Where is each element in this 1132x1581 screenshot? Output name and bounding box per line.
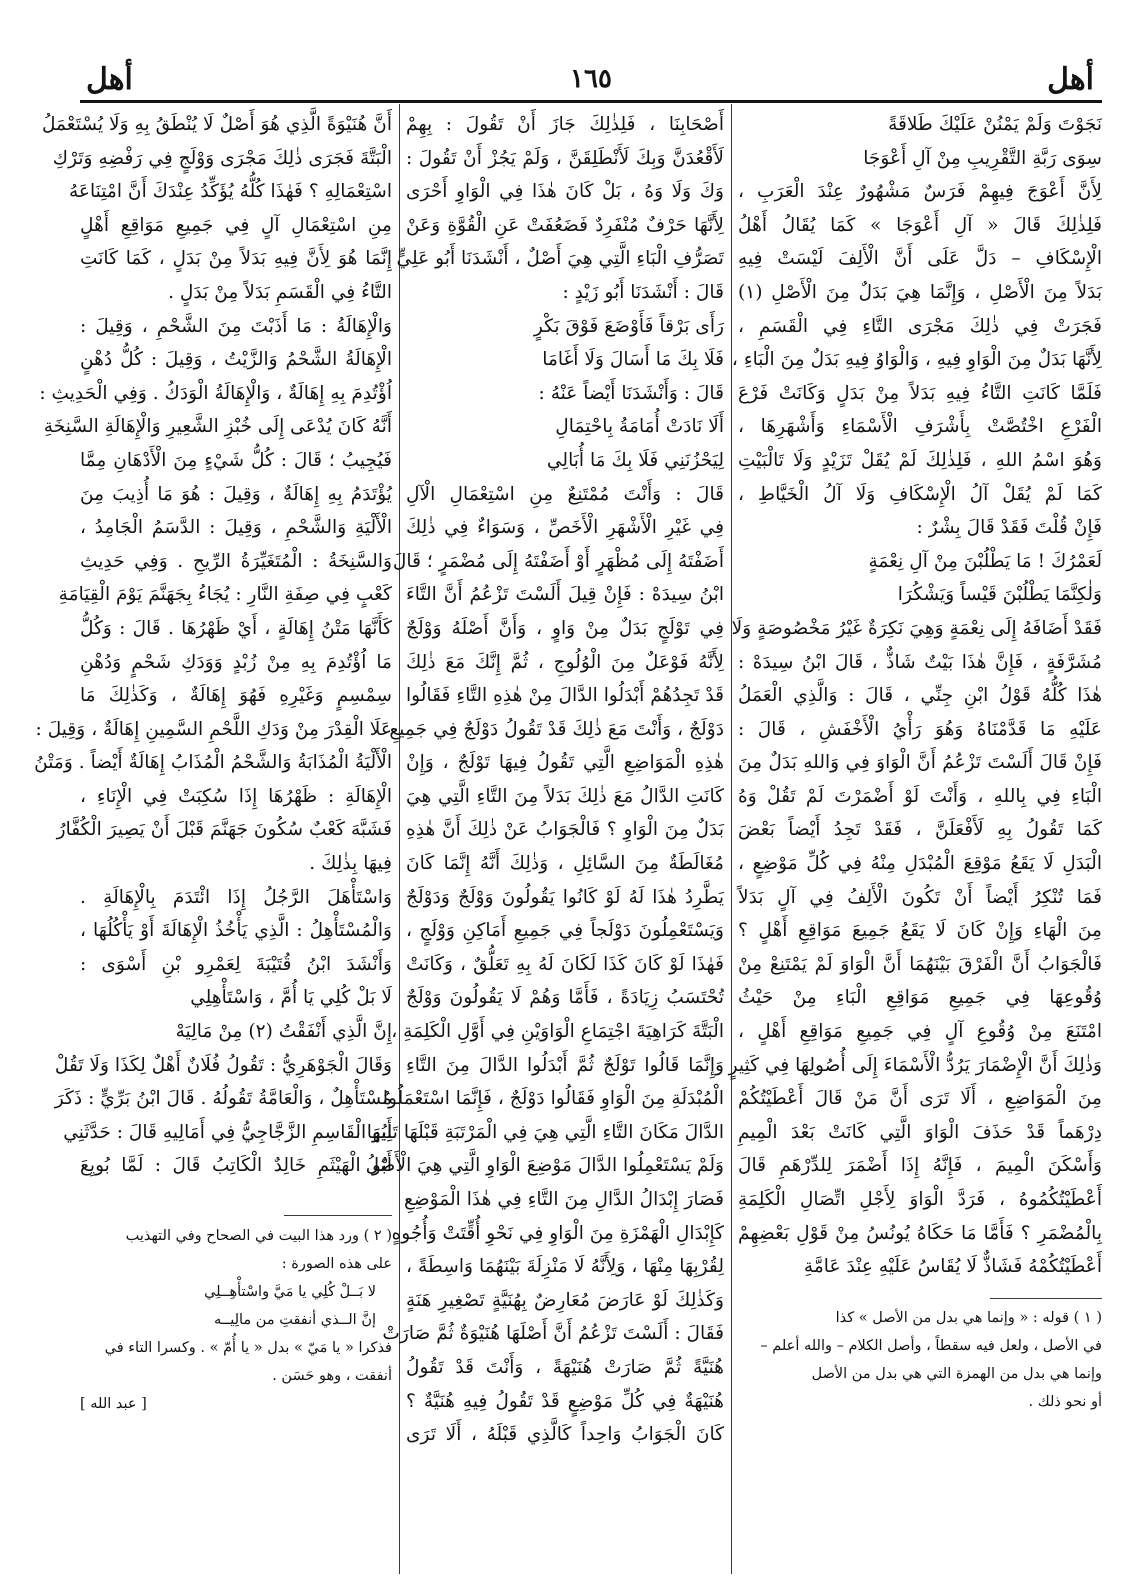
text-line: مِنِ اسْتِعْمَالِ آلٍ فِي جَمِيعِ مَوَاقِعِ أَهْلٍ (80, 214, 392, 236)
text-line: كَمَا لَمْ يُقَلْ آلُ الْإِسْكَافِ وَلَا آلُ الْخَيَّاطِ ، (738, 483, 1102, 505)
text-line: أَنَّهُ كَانَ يُدْعَى إِلَى خُبْزِ الشَّعِيرِ وَالْإِهَالَةِ السَّنِخَةِ (43, 416, 392, 438)
text-line: كَأَنَّهَا مَتْنُ إِهَالَةٍ ، أَيْ ظَهْرُهَا . قَالَ : وَكُلُّ (80, 617, 392, 639)
footnote-rule-right (990, 1298, 1102, 1299)
text-line: وَهُوَ اسْمُ اللهِ ، فَلِذٰلِكَ لَمْ يُقَلْ تَزَيْدٍ وَلَا تَالْبَيْتِ (738, 449, 1102, 471)
text-line: هُنَيْهَةٌ فِي كُلِّ مَوْضِعٍ قَدْ تَقُولُ فِيهِ هُنَيَّةٌ ؟ (406, 1390, 724, 1412)
text-line: أَضَفْتَهُ إِلَى مُظْهَرٍ أَوْ أَضَفْتَهُ إِلَى مُضْمَرٍ ؛ قَالَ (392, 550, 724, 572)
text-line: قَدْ تَجِدُهُمْ أَبْدَلُوا الدَّالَ مِنْ هٰذِهِ التَّاءِ فَقَالُوا (406, 685, 724, 707)
footnote-line: ( ١ ) قوله : « وإنما هي بدل من الأصل » كذا (835, 1310, 1102, 1326)
text-line: لَأَقْعُدَنَّ وَبِكَ لَأَنْطَلِقَنَّ ، وَلَمْ يَجُزْ أَنْ تَقُولَ : (406, 147, 724, 169)
text-line: فَقَدْ أَضَافَهُ إِلَى نِعْمَةٍ وَهِيَ نَكِرَةٌ غَيْرُ مَخْصُوصَةٍ وَلَا (731, 617, 1102, 639)
text-line: أَعْطَيْتُكُمْهُ فَشَاذٌّ لَا يُقَاسُ عَلَيْهِ عِنْدَ عَامَّةِ (803, 1256, 1102, 1278)
text-line: مُغَالَطَةٌ مِنَ السَّائِلِ ، وَذٰلِكَ أَنَّهُ إِنَّمَا كَانَ (406, 853, 724, 875)
text-line: لَعَمْرُكَ ! مَا يَطْلُبْنَ مِنْ آلِ نِعْمَةٍ (868, 550, 1102, 572)
text-line: رَأَى بَرْقاً فَأَوْضَعَ فَوْقَ بَكْرٍ (533, 315, 724, 337)
footnote-left (80, 1222, 392, 1442)
text-line: أَصْحَابِنَا ، فَلِذٰلِكَ جَازَ أَنْ تَقُولَ : بِهِمْ (406, 114, 724, 135)
text-line: فَالْجَوَابُ أَنَّ الْفَرْقَ بَيْنَهُمَا أَنَّ الْوَاوَ لَمْ يَمْتَنِعْ مِنْ (738, 953, 1102, 975)
text-line: التَّاءُ فِي الْقَسَمِ بَدَلاً مِنْ بَدَلٍ . (168, 281, 392, 303)
text-line: الدَّالَ مَكَانَ التَّاءِ الَّتِي هِيَ فِي الْمَرْتَبَةِ قَبْلَهَا تَلِيهَا ، (354, 1121, 724, 1143)
text-line: أَعْطَيْتُكُمُوهُ ، فَرَدَّ الْوَاوَ لِأَجْلِ اتِّصَالِ الْكَلِمَةِ (738, 1189, 1102, 1210)
text-line: لِيَحْزُنَنِي فَلَا بِكَ مَا أُبَالِي (546, 449, 724, 471)
text-line: قَالَ : وَأَنْشَدَنَا أَيْضاً عَنْهُ : (538, 382, 724, 404)
text-line: يَطَّرِدُ هٰذَا لَهُ لَوْ كَانُوا يَقُولُونَ وَوْلَجٌ وَدَوْلَجٌ (406, 886, 724, 908)
text-line: وَأَنْشَدَ ابْنُ قُتَيْبَةَ لِعَمْرِو بْنِ أَسْوَى : (80, 953, 392, 975)
text-line: الْبَتَّةَ فَجَرَى ذٰلِكَ مَجْرَى وَوْلَجٍ فِي رَفْضِهِ وَتَرْكِ (52, 147, 392, 169)
text-line: الْبَدَلِ لَا يَقَعُ مَوْقِعَ الْمُبْدَلِ مِنْهُ فِي كُلِّ مَوْضِعٍ ، (738, 853, 1102, 875)
text-line: هُنَيَّةً ثُمَّ صَارَتْ هُنَيْهَةً ، وَأَنْتَ قَدْ تَقُولُ (406, 1356, 724, 1378)
footnote-line: إنَّ الــذي أنفقتِ من مالِيــه (213, 1312, 376, 1328)
headword-right: أهل (1047, 62, 1094, 97)
text-line: وَإِنَّمَا قَالُوا تَوْلَجٌ ثُمَّ أَبْدَلُوا الدَّالَ مِنَ التَّاءِ (406, 1054, 724, 1076)
text-line: سِوَى رَبَّةِ التَّقْرِيبِ مِنْ آلِ أَعْوَجَا (863, 147, 1102, 169)
text-line: وَالسَّنِخَةُ : الْمُتَغَيِّرَةُ الرِّيحِ . وَفِي حَدِيثِ (80, 550, 392, 572)
text-line: فَلِذٰلِكَ قَالَ « آلِ أَعْوَجَا » كَمَا يُقَالُ أَهْلُ (738, 214, 1102, 236)
text-line: وُقُوعِهَا فِي جَمِيعِ مَوَاقِعِ الْبَاءِ مِنْ حَيْثُ (738, 987, 1102, 1009)
column-separator-left (399, 104, 400, 1574)
text-line: ابْنُ سِيدَهْ : فَإِنْ قِيلَ أَلَسْتَ تَزْعُمُ أَنَّ التَّاءَ (406, 584, 724, 606)
text-line: لِأَنَّهُ فَوْعَلٌ مِنَ الْوُلُوجِ ، ثُمَّ إِنَّكَ مَعَ ذٰلِكَ (406, 651, 724, 673)
text-line: دِرْهَماً قَدْ حَذَفَ الْوَاوَ الَّتِي كَانَتْ بَعْدَ الْمِيمِ (738, 1121, 1102, 1143)
text-line: عَلَا الْقِدْرَ مِنْ وَدَكِ اللَّحْمِ السَّمِينِ إِهَالَةٌ ، وَقِيلَ : (35, 718, 392, 740)
text-line: فِيهَا بِذٰلِكَ . (309, 853, 392, 875)
text-line: فَهٰذَا لَوْ كَانَ كَذَا لَكَانَ لَهُ بِهِ تَعَلُّقٌ ، وَكَانَتْ (406, 953, 724, 975)
text-line: وَقَالَ الْجَوْهَرِيُّ : تَقُولُ فُلَانٌ أَهْلٌ لِكَذَا وَلَا تَقُلْ (54, 1054, 392, 1076)
text-line: الْإِهَالَةِ : ظَهْرُهَا إِذَا سُكِبَتْ فِي الْإِنَاءِ ، (80, 785, 392, 807)
footnote-line: فذكرا « يا مَيّ » بدل « يا أُمّ » . وكسرا التاء في (104, 1340, 392, 1356)
headword-left: أهل (86, 62, 133, 97)
text-line: هٰذَا كُلُّهُ قَوْلُ ابْنِ جِنِّي ، قَالَ : وَالَّذِي الْعَمَلُ (738, 685, 1102, 707)
text-line: فَمَا تُنْكِرُ أَيْضاً أَنْ تَكُونَ الْأَلِفُ فِي آلٍ بَدَلاً (738, 886, 1102, 908)
text-line: وَيَسْتَعْمِلُونَ دَوْلَجاً فِي جَمِيعِ أَمَاكِنِ وَوْلَجٍ ، (406, 920, 724, 942)
text-line: لِقُرْبِهَا مِنْهَا ، وَلِأَنَّهُ لَا مَنْزِلَةَ بَيْنَهُمَا وَاسِطَةً ، (406, 1256, 724, 1278)
text-line: مُسْتَأْهِلٌ ، وَالْعَامَّةُ تَقُولُهُ . قَالَ ابْنُ بَرِّيٍّ : ذَكَرَ (54, 1088, 392, 1110)
text-line: يُؤْتَدَمُ بِهِ إِهَالَةٌ ، وَقِيلَ : هُوَ مَا أُذِيبَ مِنَ (80, 483, 392, 505)
text-line: فَلَمَّا كَانَتِ التَّاءُ فِيهِ بَدَلاً مِنْ بَدَلٍ وَكَانَتْ فَرْعَ (738, 382, 1102, 404)
text-line: أَنَّ هُنَيْوَةً الَّذِي هُوَ أَصْلٌ لَا يُنْطَقُ بِهِ وَلَا يُسْتَعْمَلُ (41, 114, 392, 135)
footnote-right (738, 1304, 1102, 1434)
footnote-line: وإنما هي بدل من الهمزة التي هي بدل من الأصل (811, 1366, 1102, 1382)
text-line: وَكَذٰلِكَ لَوْ عَارَضَ مُعَارِضٌ بِهُنَيَّةٍ تَصْغِيرِ هَنَةٍ (406, 1289, 724, 1311)
text-line: كَمَا تَقُولُ بِهِ لَأَفْعَلَنَّ ، فَقَدْ تَجِدُ أَيْضاً بَعْضَ (738, 819, 1102, 841)
text-line: وَلٰكِنَّمَا يَطْلُبْنَ قَيْساً وَيَشْكُرَا (897, 584, 1102, 606)
footnote-line: على هذه الصورة : (281, 1256, 392, 1272)
text-line: إِنَّمَا هُوَ لِأَنَّ فِيهِ بَدَلاً مِنْ بَدَلٍ ، كَمَا كَانَتِ (80, 248, 392, 270)
text-line: الْأَلْيَةِ وَالشَّحْمِ ، وَقِيلَ : الدَّسَمُ الْجَامِدُ ، (80, 517, 392, 539)
text-line: تَصَرُّفِ الْبَاءِ الَّتِي هِيَ أَصْلٌ ، أَنْشَدَنَا أَبُو عَلِيٍّ (396, 248, 724, 270)
text-line: الْفَرْعِ اخْتُصَّتْ بِأَشْرَفِ الْأَسْمَاءِ وَأَشْهَرِهَا ، (738, 416, 1102, 438)
text-line: تُحْتَسَبُ زِيَادَةً ، فَأَمَّا وَهُمْ لَا يَقُولُونَ وَوْلَجٌ (406, 987, 724, 1009)
text-line: بَدَلٌ مِنَ الْوَاوِ ؟ فَالْجَوَابُ عَنْ ذٰلِكَ أَنَّ هٰذِهِ (406, 819, 724, 841)
text-line: امْتَنَعَ مِنْ وُقُوعِ آلٍ فِي جَمِيعِ مَوَاقِعِ أَهْلٍ ، (738, 1021, 1102, 1043)
column-separator-right (731, 104, 732, 1574)
text-line: لِأَنَّ أَعْوَجَ فِيهِمْ فَرَسٌ مَشْهُورٌ عِنْدَ الْعَرَبِ ، (738, 181, 1102, 203)
text-line: وَأَسْكَنَ الْمِيمَ ، فَإِنَّهُ إِذَا أَضْمَرَ لِلدِّرْهَمِ قَالَ (738, 1155, 1102, 1177)
text-line: قَالَ : وَأَنْتَ مُمْتَنِعٌ مِنِ اسْتِعْمَالِ الْآلِ (406, 483, 724, 505)
text-line: نَجَوْتَ وَلَمْ يَمْنُنْ عَلَيْكَ طَلاقَةً (888, 114, 1102, 135)
text-line: وَكَ وَلَا وَهُ ، بَلْ كَانَ هٰذَا فِي الْوَاوِ أَحْرَى (406, 181, 724, 203)
text-line: إِنَّ الَّذِي أَنْفَقْتُ (٢) مِنْ مَالِيَهْ (175, 1021, 392, 1043)
footnote-line: [ عبد الله ] (80, 1396, 147, 1412)
header-rule (80, 100, 1102, 103)
column-middle (354, 108, 724, 1573)
text-line: فَصَارَ إِبْدَالُ الدَّالِ مِنَ التَّاءِ فِي هٰذَا الْمَوْضِعِ (403, 1189, 724, 1210)
text-line: وَاسْتَأْهَلَ الرَّجُلُ إِذَا ائْتَدَمَ بِالْإِهَالَةِ . (80, 886, 392, 908)
text-line: لَا بَلْ كُلِي يَا أُمَّ ، وَاسْتَأْهِلِي (190, 987, 392, 1009)
text-line: الْإِسْكَافِ – دَلَّ عَلَى أَنَّ الْأَلِفَ لَيْسَتْ فِيهِ (738, 248, 1102, 270)
text-line: فَلَا بِكَ مَا أَسَالَ وَلَا أَغَامَا (542, 349, 724, 371)
footnote-rule-left (284, 1215, 392, 1216)
text-line: الْإِهَالَةُ الشَّحْمُ وَالزَّيْتُ ، وَقِيلَ : كُلُّ دُهْنٍ (80, 349, 392, 371)
text-line: وَذٰلِكَ أَنَّ الْإِضْمَارَ يَرُدُّ الْأَسْمَاءَ إِلَى أُصُولِهَا فِي كَثِيرٍ (728, 1054, 1102, 1076)
text-line: اسْتِعْمَالِهِ ؟ فَهٰذَا كُلُّهُ يُؤَكِّدُ عِنْدَكَ أَنَّ امْتِنَاعَهُ (68, 181, 392, 203)
text-line: وَالْمُسْتَأْهِلُ : الَّذِي يَأْخُذُ الْإِهَالَةَ أَوْ يَأْكُلُهَا ، (80, 920, 392, 942)
page-number: ١٦٥ (570, 64, 612, 94)
text-line: أَلَا نَادَتْ أُمَامَةُ بِاحْتِمَالِ (555, 416, 724, 438)
text-line: مُشَرَّفَةٍ ، فَإِنَّ هٰذَا بَيْتٌ شَاذٌّ ، قَالَ ابْنُ سِيدَهْ : (738, 651, 1102, 673)
text-line: وَالْإِهَالَةُ : مَا أَذَبْتَ مِنَ الشَّحْمِ ، وَقِيلَ : (80, 315, 392, 337)
footnote-line: لا بَــلْ كُلِي يا مَيَّ واسْتأْهِــلِي (204, 1284, 376, 1300)
footnote-line: في الأصل ، ولعل فيه سقطاً ، وأصل الكلام – والله أعلم – (760, 1338, 1102, 1354)
text-line: فَقَالَ : أَلَسْتَ تَزْعُمُ أَنَّ أَصْلَهَا هُنَيْوَةٌ ثُمَّ صَارَتْ (382, 1323, 724, 1345)
page-header (80, 58, 1102, 102)
text-line: فَجَرَتْ فِي ذٰلِكَ مَجْرَى التَّاءِ فِي الْقَسَمِ ، (738, 315, 1102, 337)
column-left (34, 108, 392, 1208)
text-line: كَانَ الْجَوَابُ وَاحِداً كَالَّذِي قَبْلَهُ ، أَلَا تَرَى (406, 1424, 724, 1446)
text-line: هٰذِهِ الْمَوَاضِعِ الَّتِي تَقُولُ فِيهَا تَوْلَجٌ ، وَإِنْ (406, 752, 724, 774)
text-line: فِي غَيْرِ الْأَشْهَرِ الْأَخَصِّ ، وَسَوَاءٌ فِي ذٰلِكَ (406, 517, 724, 539)
text-line: فَشَبَّهَ كَعْبٌ سُكُونَ جَهَنَّمَ قَبْلَ أَنْ يَصِيرَ الْكُفَّارُ (56, 819, 392, 841)
text-line: مِنَ الْمَوَاضِعِ ، أَلَا تَرَى أَنَّ مَنْ قَالَ أَعْطَيْتُكُمْ (738, 1088, 1102, 1110)
text-line: عَلَيْهِ مَا قَدَّمْنَاهُ وَهُوَ رَأْيُ الْأَخْفَشِ ، قَالَ : (738, 718, 1102, 740)
text-line: كَعْبٍ فِي صِفَةِ النَّارِ : يُجَاءُ بِجَهَنَّمَ يَوْمَ الْقِيَامَةِ (58, 584, 392, 606)
text-line: أَبُو الْقَاسِمِ الزَّجَّاجِيُّ فِي أَمَالِيهِ قَالَ : حَدَّثَنِي (63, 1121, 392, 1143)
text-line: وَلَمْ يَسْتَعْمِلُوا الدَّالَ مَوْضِعَ الْوَاوِ الَّتِي هِيَ الْأَصْلُ (365, 1155, 724, 1177)
text-line: كَانَتِ الدَّالُ مَعَ ذٰلِكَ بَدَلاً مِنَ التَّاءِ الَّتِي هِيَ (406, 785, 724, 807)
text-line: قَالَ : أَنْشَدَنَا أَبُو زَيْدٍ : (562, 281, 724, 303)
footnote-line: ( ٢ ) ورد هذا البيت في الصحاح وفي التهذيب (125, 1228, 392, 1244)
text-line: مِنَ الْهَاءِ وَإِنْ كَانَ لَا يَقَعُ جَمِيعَ مَوَاقِعِ أَهْلٍ ؟ (738, 920, 1102, 942)
text-line: كَإِبْدَالِ الْهَمْزَةِ مِنَ الْوَاوِ فِي نَحْوِ أُقِّتَتْ وَأُجُوهٍ (391, 1222, 724, 1244)
text-line: الْبَاءِ فِي بِاللهِ ، وَأَنْتَ لَوْ أَضْمَرْتَ لَمْ تَقُلْ وَهُ (738, 785, 1102, 807)
footnote-line: أنفقت ، وهو حَسَن . (272, 1368, 392, 1384)
text-line: فَيُجِيبُ ؛ قَالَ : كُلُّ شَيْءٍ مِنَ الْأَدْهَانِ مِمَّا (80, 449, 392, 471)
column-right (728, 108, 1102, 1278)
text-line: لِأَنَّهَا حَرْفٌ مُنْفَرِدٌ فَضَعُفَتْ عَنِ الْقُوَّةِ وَعَنْ (406, 214, 724, 236)
text-line: بِالْمُضْمَرِ ؟ فَأَمَّا مَا حَكَاهُ يُونُسُ مِنْ قَوْلِ بَعْضِهِمْ (738, 1222, 1102, 1244)
text-line: لِأَنَّهَا بَدَلٌ مِنَ الْوَاوِ فِيهِ ، وَالْوَاوُ فِيهِ بَدَلٌ مِنَ الْبَاءِ ، (731, 349, 1102, 371)
text-line: الْبَتَّةَ كَرَاهِيَةَ اجْتِمَاعِ الْوَاوَيْنِ فِي أَوَّلِ الْكَلِمَةِ ، (391, 1021, 724, 1043)
text-line: فَإِنْ قَالَ أَلَسْتَ تَزْعُمُ أَنَّ الْوَاوَ فِي وَاللهِ بَدَلٌ مِنَ (738, 752, 1102, 774)
text-line: الْأَلْيَةُ الْمُذَابَةُ وَالشَّحْمُ الْمُذَابُ إِهَالَةٌ أَيْضاً . وَمَتْنُ (34, 752, 392, 774)
text-line: الْمُبْدَلَةِ مِنَ الْوَاوِ فَقَالُوا دَوْلَجٌ ، فَإِنَّمَا اسْتَعْمَلُوا (382, 1088, 724, 1110)
text-line: اُؤْتُدِمَ بِهِ إِهَالَةٌ ، وَالْإِهَالَةُ الْوَدَكُ . وَفِي الْحَدِيثِ : (39, 382, 392, 404)
text-line: فِي تَوْلَجٍ بَدَلٌ مِنْ وَاوٍ ، وَأَنَّ أَصْلَهُ وَوْلَجٌ (406, 617, 724, 639)
text-line: مَا اُؤْتُدِمَ بِهِ مِنْ زُبْدٍ وَوَدَكِ شَحْمٍ وَدُهْنِ (80, 651, 392, 673)
text-line: دَوْلَجٌ ، وَأَنْتَ مَعَ ذٰلِكَ قَدْ تَقُولُ دَوْلَجٌ فِي جَمِيعِ (389, 718, 724, 740)
text-line: أَبُو الْهَيْثَمِ خَالِدٌ الْكَاتِبُ قَالَ : لَمَّا بُويِعَ (80, 1155, 392, 1177)
footnote-line: أو نحو ذلك . (1028, 1394, 1102, 1410)
text-line: فَإِنْ قُلْتَ فَقَدْ قَالَ بِشْرٌ : (916, 517, 1102, 539)
text-line: بَدَلاً مِنَ الْأَصْلِ ، وَإِنَّمَا هِيَ بَدَلٌ مِنَ الْأَصْلِ (١) (738, 281, 1102, 303)
text-line: سِمْسِمٍ وَغَيْرِهِ فَهُوَ إِهَالَةٌ ، وَكَذٰلِكَ مَا (80, 685, 392, 707)
